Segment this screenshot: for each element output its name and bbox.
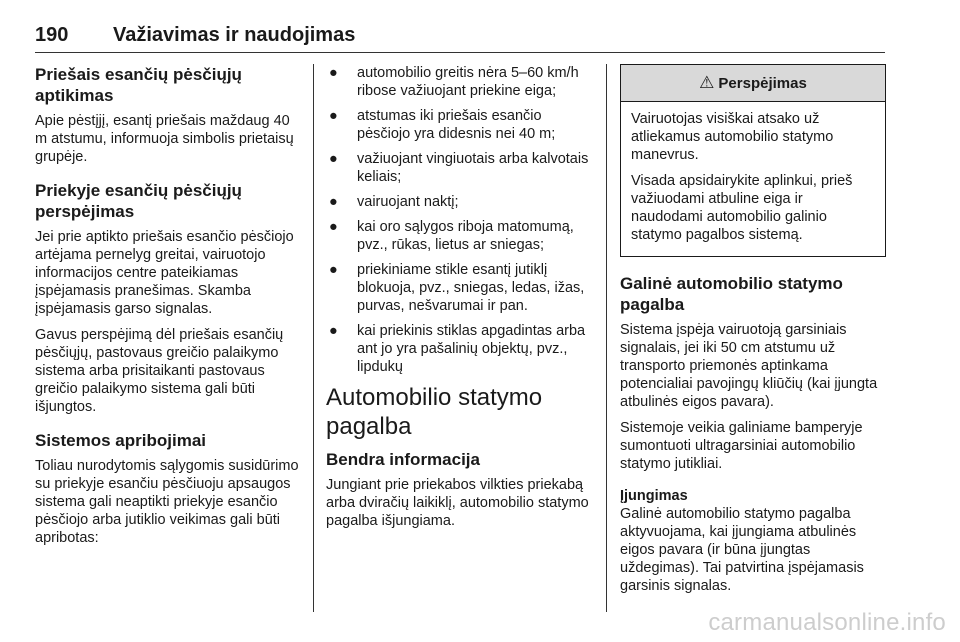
paragraph-activation: Galinė automobilio statymo pagalba aktyvuojama, kai įjungiama atbulinės eigos pavara (ir būna įjungtas uždegimas). Tai patvirtina įspėjamasis garsinis signalas. — [620, 506, 864, 594]
warning-paragraph-2: Visada apsidairykite aplinkui, prieš važiuodami atbuline eiga ir naudodami automobilio galinio statymo pagalbos sistemą. — [631, 173, 853, 243]
paragraph-system-limits: Toliau nurodytomis sąlygomis susidūrimo su priekyje esančiu pėsčiuoju apsaugos sistema gali neaptikti priekyje esančio pėsčiojo arba jutiklio veikimas gali būti apribotas: — [35, 458, 299, 546]
bullet-icon: ● — [329, 151, 338, 167]
bullet-icon: ● — [329, 262, 338, 278]
heading-general-info: Bendra informacija — [326, 450, 480, 469]
list-item: ● vairuojant naktį; — [329, 194, 459, 210]
warning-header — [621, 65, 885, 102]
paragraph-warning-2: Gavus perspėjimą dėl priešais esančių pėsčiųjų, pastovaus greičio palaikymo sistema arba prisitaikanti pastovaus greičio palaikymo sistema gali būti išjungtos. — [35, 327, 284, 415]
page-header — [35, 24, 885, 53]
column-divider-1 — [313, 64, 314, 612]
section-title-parking-assist: Automobilio statymo pagalba — [326, 384, 543, 440]
column-1 — [35, 64, 303, 555]
column-3 — [620, 64, 886, 603]
page-number: 190 — [35, 24, 69, 46]
heading-activation: Įjungimas — [620, 488, 688, 504]
paragraph-general-info: Jungiant prie priekabos vilkties priekabą arba dviračių laikiklį, automobilio statymo pagalba išjungiama. — [326, 477, 589, 529]
paragraph-pedestrian-detection: Apie pėstįjį, esantį priešais maždaug 40 m atstumu, informuoja simbolis prietaisų grupėje. — [35, 113, 294, 165]
bullet-icon: ● — [329, 65, 338, 81]
bullet-icon: ● — [329, 194, 338, 210]
chapter-title: Važiavimas ir naudojimas — [113, 24, 356, 46]
paragraph-rear-2: Sistemoje veikia galiniame bamperyje sumontuoti ultragarsiniai automobilio statymo jutikliai. — [620, 420, 863, 472]
paragraph-rear-1: Sistema įspėja vairuotoją garsiniais signalais, jei iki 50 cm atstumu už transporto priemonės aptinkama potencialiai pavojingų kliūčių (kai įjungta atbulinės eigos pavara). — [620, 322, 878, 410]
list-item: ● važiuojant vingiuotais arba kalvotais keliais; — [329, 151, 589, 185]
paragraph-warning-1: Jei prie aptikto priešais esančio pėsčiojo artėjama pernelyg greitai, vairuotojo informacijos centre pateikiamas įspėjamasis pranešimas. Skamba įspėjamasis garso signalas. — [35, 229, 294, 317]
heading-rear-parking-assist: Galinė automobilio statymo pagalba — [620, 274, 843, 314]
warning-box — [620, 64, 886, 257]
list-item: ● automobilio greitis nėra 5–60 km/h ribose važiuojant priekine eiga; — [329, 65, 579, 99]
warning-triangle-icon: ⚠ — [699, 73, 715, 92]
warning-title: Perspėjimas — [718, 74, 807, 92]
list-item: ● kai oro sąlygos riboja matomumą, pvz., rūkas, lietus ar sniegas; — [329, 219, 574, 253]
bullet-icon: ● — [329, 219, 338, 235]
heading-pedestrian-detection: Priešais esančių pėsčiųjų aptikimas — [35, 65, 242, 105]
bullet-icon: ● — [329, 108, 338, 124]
warning-body — [621, 102, 885, 256]
warning-paragraph-1: Vairuotojas visiškai atsako už atliekamus automobilio statymo manevrus. — [631, 111, 834, 163]
list-item: ● atstumas iki priešais esančio pėsčiojo yra didesnis nei 40 m; — [329, 108, 556, 142]
list-item: ● priekiniame stikle esantį jutiklį blokuoja, pvz., sniegas, ledas, ižas, purvas, nešvarumai ir pan. — [329, 262, 585, 314]
heading-system-limits: Sistemos apribojimai — [35, 431, 206, 450]
watermark: carmanualsonline.info — [708, 609, 946, 636]
limitations-list — [326, 64, 594, 376]
column-2 — [326, 64, 594, 538]
column-divider-2 — [606, 64, 607, 612]
list-item: ● kai priekinis stiklas apgadintas arba ant jo yra pašalinių objektų, pvz., lipdukų — [329, 323, 586, 375]
heading-pedestrian-warning: Priekyje esančių pėsčiųjų perspėjimas — [35, 181, 242, 221]
bullet-icon: ● — [329, 323, 338, 339]
